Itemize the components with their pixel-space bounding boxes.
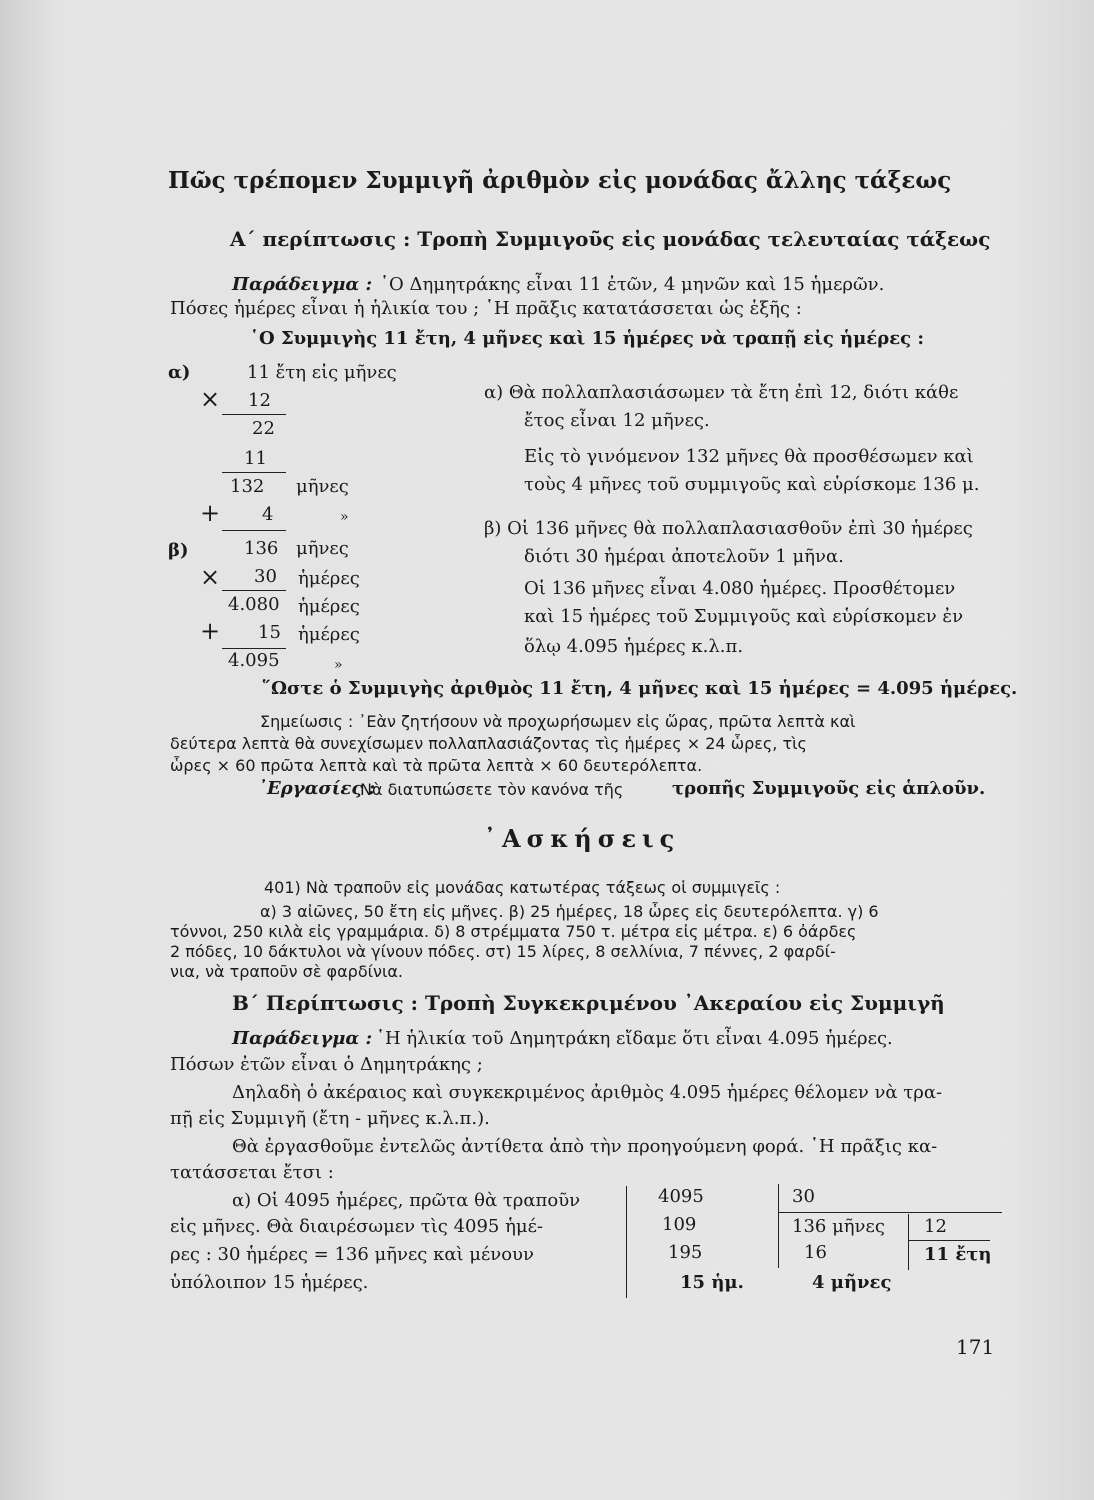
- explain-b-5: ὅλῳ 4.095 ἡμέρες κ.λ.π.: [524, 636, 744, 657]
- remainder-months: 4 μῆνες: [812, 1272, 892, 1293]
- example-line-2: Πόσες ἡμέρες εἶναι ἡ ἡλικία του ; ῾Η πρᾶξις κατατάσσεται ὡς ἑξῆς :: [170, 298, 802, 319]
- divider: [222, 472, 286, 473]
- calc-row-8-unit: ἡμέρες: [298, 568, 360, 589]
- brace: [626, 1186, 627, 1298]
- divider: [222, 530, 286, 531]
- divider: [222, 648, 286, 649]
- note-line-1: Σημείωσις : ᾿Εὰν ζητήσουν νὰ προχωρήσωμεν εἰς ὥρας, πρῶτα λεπτὰ καὶ: [260, 712, 856, 731]
- step-line-4: ὑπόλοιπον 15 ἡμέρες.: [170, 1272, 369, 1293]
- divisor-30: 30: [792, 1186, 815, 1207]
- calc-row-11-unit: »: [334, 657, 343, 673]
- explain-a-1: α) Θὰ πολλαπλασιάσωμεν τὰ ἔτη ἐπὶ 12, διότι κάθε: [484, 382, 959, 403]
- calc-row-5-unit: μῆνες: [296, 476, 349, 497]
- dividend-1: 4095: [658, 1186, 704, 1207]
- calc-row-4: 11: [244, 448, 267, 469]
- case-b-p1-b: Πόσων ἐτῶν εἶναι ὁ Δημητράκης ;: [170, 1054, 483, 1075]
- times-sign: ×: [200, 385, 221, 413]
- calc-row-7: 136: [244, 538, 279, 559]
- month-remainder: 16: [804, 1242, 827, 1263]
- division-bar-2: [908, 1214, 909, 1270]
- divider: [222, 590, 286, 591]
- step-line-3: ρες : 30 ἡμέρες = 136 μῆνες καὶ μένουν: [170, 1244, 534, 1265]
- divisor-12: 12: [924, 1216, 947, 1237]
- remainder-days: 15 ἡμ.: [680, 1272, 744, 1293]
- work-text-bold: τροπῆς Συμμιγοῦς εἰς ἁπλοῦν.: [672, 778, 986, 799]
- dividend-2: 109: [662, 1214, 697, 1235]
- exercises-heading: ᾿Ασκήσεις: [484, 824, 681, 853]
- explain-a-4: τοὺς 4 μῆνες τοῦ συμμιγοῦς καὶ εὑρίσκομε 136 μ.: [524, 474, 980, 495]
- calc-row-2: 12: [248, 390, 271, 411]
- page-number: 171: [956, 1335, 995, 1359]
- exercise-line-2: α) 3 αἰῶνες, 50 ἔτη εἰς μῆνες. β) 25 ἡμέρες, 18 ὧρες εἰς δευτερόλεπτα. γ) 6: [260, 902, 879, 921]
- quotient-months: 136 μῆνες: [792, 1216, 885, 1237]
- result-line: ῞Ωστε ὁ Συμμιγὴς ἀριθμὸς 11 ἔτη, 4 μῆνες καὶ 15 ἡμέρες = 4.095 ἡμέρες.: [262, 678, 1018, 699]
- calc-row-9: 4.080: [228, 594, 280, 615]
- case-b-p3-a: Θὰ ἐργασθοῦμε ἐντελῶς ἀντίθετα ἀπὸ τὴν προηγούμενη φορά. ῾Η πρᾶξις κα-: [232, 1136, 938, 1157]
- result-years: 11 ἔτη: [924, 1244, 992, 1265]
- calc-label-a: α): [168, 362, 191, 383]
- divider: [222, 414, 286, 415]
- step-line-2: εἰς μῆνες. Θὰ διαιρέσωμεν τὶς 4095 ἡμέ-: [170, 1216, 543, 1237]
- work-text: Νὰ διατυπώσετε τὸν κανόνα τῆς: [360, 780, 624, 799]
- calc-row-3: 22: [252, 418, 275, 439]
- exercise-line-3: τόννοι, 250 κιλὰ εἰς γραμμάρια. δ) 8 στρέμματα 750 τ. μέτρα εἰς μέτρα. ε) 6 ὀάρδες: [170, 922, 857, 941]
- example-label: Παράδειγμα :: [232, 274, 373, 295]
- dividend-3: 195: [668, 1242, 703, 1263]
- calc-row-5: 132: [230, 476, 265, 497]
- calc-row-6: 4: [262, 504, 274, 525]
- plus-sign: +: [200, 499, 221, 527]
- division-bar: [778, 1184, 779, 1268]
- calc-row-1: 11 ἔτη εἰς μῆνες: [247, 362, 397, 383]
- example-label-b: Παράδειγμα :: [232, 1028, 373, 1049]
- case-b-p2-b: πῇ εἰς Συμμιγῆ (ἔτη - μῆνες κ.λ.π.).: [170, 1108, 490, 1129]
- exercise-line-5: νια, νὰ τραποῦν σὲ φαρδίνια.: [170, 962, 403, 981]
- note-line-2: δεύτερα λεπτὰ θὰ συνεχίσωμεν πολλαπλασιάζοντας τὶς ἡμέρες × 24 ὧρες, τὶς: [170, 734, 807, 753]
- division-line: [778, 1212, 1002, 1213]
- explain-b-4: καὶ 15 ἡμέρες τοῦ Συμμιγοῦς καὶ εὑρίσκομεν ἐν: [524, 606, 964, 627]
- case-b-p2-a: Δηλαδὴ ὁ ἀκέραιος καὶ συγκεκριμένος ἀριθμὸς 4.095 ἡμέρες θέλομεν νὰ τρα-: [232, 1082, 943, 1103]
- exercise-line-1: 401) Νὰ τραποῦν εἰς μονάδας κατωτέρας τάξεως οἱ συμμιγεῖς :: [264, 878, 781, 897]
- explain-a-2: ἔτος εἶναι 12 μῆνες.: [524, 410, 710, 431]
- calc-row-7-unit: μῆνες: [296, 538, 349, 559]
- note-line-3: ὧρες × 60 πρῶτα λεπτὰ καὶ τὰ πρῶτα λεπτὰ × 60 δευτερόλεπτα.: [170, 756, 703, 775]
- example-line-1: ῾Ο Δημητράκης εἶναι 11 ἐτῶν, 4 μηνῶν καὶ 15 ἡμερῶν.: [380, 274, 885, 295]
- case-b-heading: Β΄ Περίπτωσις : Τροπὴ Συγκεκριμένου ᾿Ακεραίου εἰς Συμμιγῆ: [232, 991, 945, 1015]
- calc-label-b: β): [168, 540, 189, 561]
- case-b-p1-a: ῾Η ἡλικία τοῦ Δημητράκη εἴδαμε ὅτι εἶναι 4.095 ἡμέρες.: [376, 1028, 893, 1049]
- calc-row-11: 4.095: [228, 650, 280, 671]
- explain-b-2: διότι 30 ἡμέραι ἀποτελοῦν 1 μῆνα.: [524, 546, 844, 567]
- plus-sign: +: [200, 617, 221, 645]
- case-a-heading: Α΄ περίπτωσις : Τροπὴ Συμμιγοῦς εἰς μονάδας τελευταίας τάξεως: [230, 227, 991, 251]
- case-b-p3-b: τατάσσεται ἔτσι :: [170, 1162, 334, 1183]
- page-title: Πῶς τρέπομεν Συμμιγῆ ἀριθμὸν εἰς μονάδας ἄλλης τάξεως: [168, 167, 952, 194]
- calc-row-8: 30: [254, 566, 277, 587]
- step-line-1: α) Οἱ 4095 ἡμέρες, πρῶτα θὰ τραποῦν: [232, 1190, 581, 1211]
- explain-b-1: β) Οἱ 136 μῆνες θὰ πολλαπλασιασθοῦν ἐπὶ 30 ἡμέρες: [484, 518, 973, 539]
- calc-row-6-unit: »: [340, 509, 349, 525]
- exercise-line-4: 2 πόδες, 10 δάκτυλοι νὰ γίνουν πόδες. στ) 15 λίρες, 8 σελλίνια, 7 πέννες, 2 φαρδί-: [170, 942, 836, 961]
- times-sign: ×: [200, 563, 221, 591]
- explain-a-3: Εἰς τὸ γινόμενον 132 μῆνες θὰ προσθέσωμεν καὶ: [524, 446, 974, 467]
- example-line-3: ῾Ο Συμμιγὴς 11 ἔτη, 4 μῆνες καὶ 15 ἡμέρες νὰ τραπῇ εἰς ἡμέρες :: [250, 328, 925, 349]
- work-label: ᾿Εργασίες :: [258, 778, 376, 799]
- calc-row-9-unit: ἡμέρες: [298, 596, 360, 617]
- division-line-2: [908, 1240, 990, 1241]
- calc-row-10: 15: [258, 622, 281, 643]
- calc-row-10-unit: ἡμέρες: [298, 624, 360, 645]
- explain-b-3: Οἱ 136 μῆνες εἶναι 4.080 ἡμέρες. Προσθέτομεν: [524, 578, 956, 599]
